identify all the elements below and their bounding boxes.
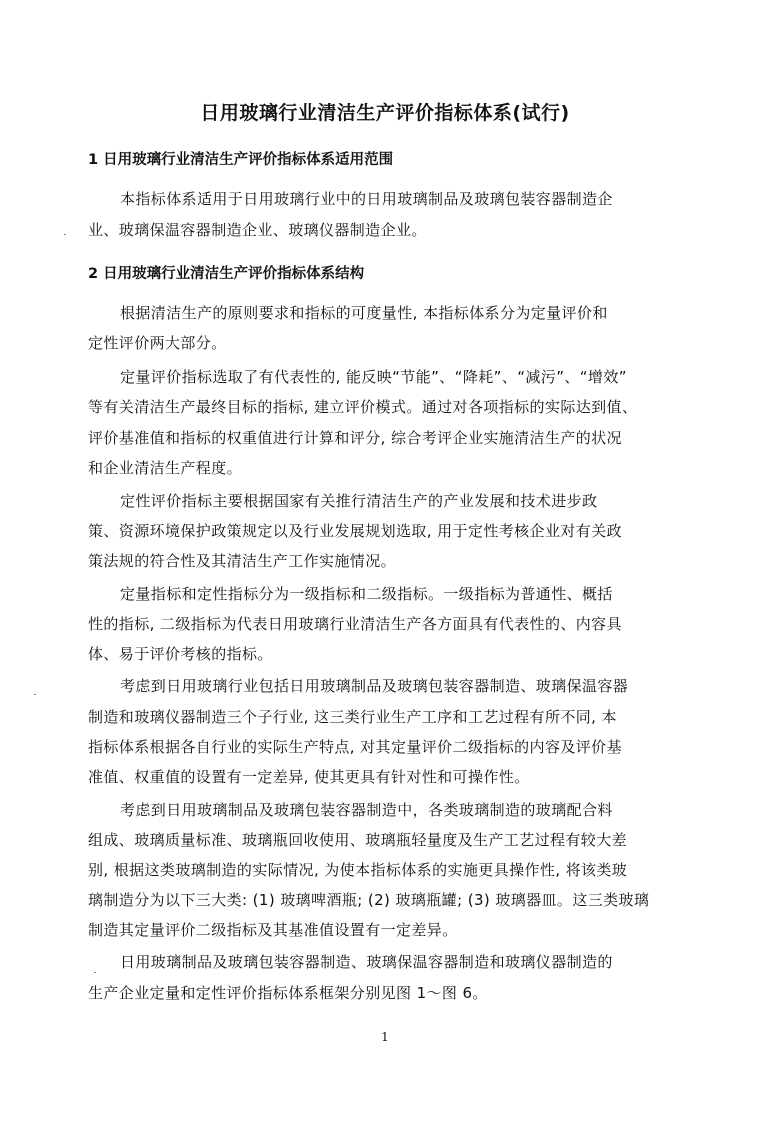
paragraph-line: 定量评价指标选取了有代表性的, 能反映“节能”、“降耗”、“减污”、“增效” — [120, 368, 627, 386]
paragraph-line: 考虑到日用玻璃行业包括日用玻璃制品及玻璃包装容器制造、玻璃保温容器 — [120, 677, 629, 695]
section-1-heading: 1 日用玻璃行业清洁生产评价指标体系适用范围 — [88, 152, 394, 168]
paragraph-line: 准值、权重值的设置有一定差异, 使其更具有针对性和可操作性。 — [88, 768, 530, 786]
paragraph-line: 定性评价两大部分。 — [88, 334, 227, 352]
paragraph-line: 日用玻璃制品及玻璃包装容器制造、玻璃保温容器制造和玻璃仪器制造的 — [120, 953, 613, 971]
paragraph-line: 评价基准值和指标的权重值进行计算和评分, 综合考评企业实施清洁生产的状况 — [88, 429, 622, 447]
paragraph-line: 根据清洁生产的原则要求和指标的可度量性, 本指标体系分为定量评价和 — [120, 304, 608, 322]
paragraph-line: 定量指标和定性指标分为一级指标和二级指标。一级指标为普通性、概括 — [120, 585, 613, 603]
paragraph-line: 考虑到日用玻璃制品及玻璃包装容器制造中，各类玻璃制造的玻璃配合料 — [120, 801, 613, 819]
paragraph-line: 制造其定量评价二级指标及其基准值设置有一定差异。 — [88, 921, 458, 939]
scan-artifact — [64, 234, 66, 235]
paragraph-line: 生产企业定量和定性评价指标体系框架分别见图 1～图 6。 — [88, 984, 488, 1002]
paragraph-line: 指标体系根据各自行业的实际生产特点, 对其定量评价二级指标的内容及评价基 — [88, 738, 622, 756]
paragraph-line: 体、易于评价考核的指标。 — [88, 645, 273, 663]
paragraph-line: 璃制造分为以下三大类: (1) 玻璃啤酒瓶; (2) 玻璃瓶罐; (3) 玻璃器皿。这三类玻璃 — [88, 891, 650, 909]
page-number: 1 — [381, 1030, 389, 1044]
section-2-heading: 2 日用玻璃行业清洁生产评价指标体系结构 — [88, 266, 365, 282]
paragraph-line: 制造和玻璃仪器制造三个子行业, 这三类行业生产工序和工艺过程有所不同, 本 — [88, 708, 617, 726]
paragraph-line: 本指标体系适用于日用玻璃行业中的日用玻璃制品及玻璃包装容器制造企 — [120, 190, 613, 208]
scan-artifact — [34, 694, 36, 695]
paragraph-line: 组成、玻璃质量标准、玻璃瓶回收使用、玻璃瓶轻量度及生产工艺过程有较大差 — [88, 831, 628, 849]
scan-artifact — [94, 972, 96, 973]
paragraph-line: 业、玻璃保温容器制造企业、玻璃仪器制造企业。 — [88, 221, 427, 239]
paragraph-line: 性的指标, 二级指标为代表日用玻璃行业清洁生产各方面具有代表性的、内容具 — [88, 615, 622, 633]
document-title: 日用玻璃行业清洁生产评价指标体系(试行) — [200, 102, 570, 124]
paragraph-line: 定性评价指标主要根据国家有关推行清洁生产的产业发展和技术进步政 — [120, 492, 598, 510]
paragraph-line: 别, 根据这类玻璃制造的实际情况, 为使本指标体系的实施更具操作性, 将该类玻 — [88, 861, 628, 879]
paragraph-line: 策法规的符合性及其清洁生产工作实施情况。 — [88, 552, 397, 570]
paragraph-line: 和企业清洁生产程度。 — [88, 459, 243, 477]
paragraph-line: 等有关清洁生产最终目标的指标, 建立评价模式。通过对各项指标的实际达到值、 — [88, 398, 638, 416]
paragraph-line: 策、资源环境保护政策规定以及行业发展规划选取, 用于定性考核企业对有关政 — [88, 522, 622, 540]
